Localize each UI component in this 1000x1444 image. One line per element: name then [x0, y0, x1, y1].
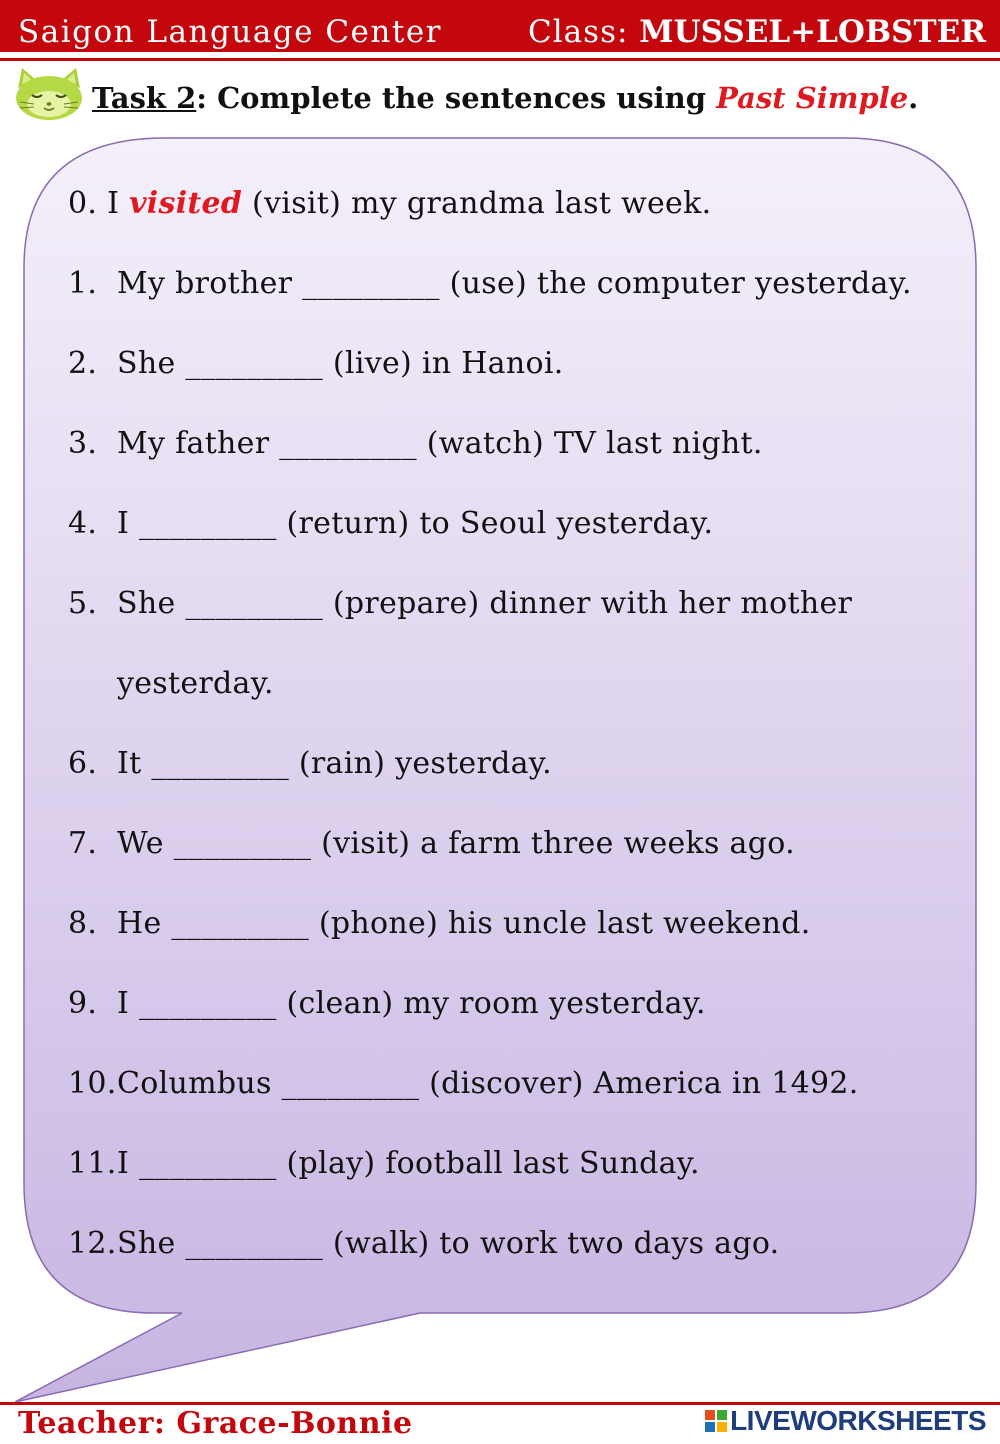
- example-answer: visited: [129, 186, 243, 221]
- teacher-name: Teacher: Grace-Bonnie: [18, 1406, 413, 1441]
- center-name: Saigon Language Center: [18, 14, 442, 50]
- sentence-end: (walk) to work two days ago.: [323, 1226, 780, 1261]
- exercise-number: 6.: [68, 746, 98, 781]
- exercise-item: [68, 826, 968, 906]
- exercise-number: 12.: [68, 1226, 117, 1261]
- sentence-start: I: [117, 1146, 139, 1181]
- exercise-number: 9.: [68, 986, 98, 1021]
- exercise-number: 11.: [68, 1146, 117, 1181]
- answer-blank[interactable]: _________: [151, 746, 290, 781]
- exercise-sentence: [117, 746, 552, 781]
- task-number: Task 2: [92, 81, 197, 115]
- sentence-end: (rain) yesterday.: [289, 746, 552, 781]
- answer-blank[interactable]: _________: [279, 426, 417, 461]
- liveworksheets-brand: LIVEWORKSHEETS: [730, 1405, 986, 1436]
- exercise-sentence: [117, 506, 713, 541]
- exercise-item: [68, 346, 968, 426]
- answer-blank[interactable]: _________: [185, 1226, 324, 1261]
- sentence-start: She: [117, 346, 186, 381]
- exercise-item: [68, 1146, 968, 1226]
- exercise-sentence: [117, 1226, 780, 1261]
- exercise-sentence: [117, 426, 763, 461]
- sentence-end: (phone) his uncle last weekend.: [309, 906, 811, 941]
- task-tense: Past Simple: [716, 81, 909, 115]
- sentence-start: Columbus: [117, 1066, 282, 1101]
- exercise-item: [68, 906, 968, 986]
- exercise-item: [68, 426, 968, 506]
- task-end: .: [908, 81, 919, 115]
- answer-blank[interactable]: _________: [281, 1066, 420, 1101]
- example-before: I: [107, 186, 130, 221]
- sentence-start: He: [117, 906, 172, 941]
- exercise-number: 5.: [68, 586, 98, 621]
- answer-blank[interactable]: _________: [185, 346, 324, 381]
- exercise-item: [68, 1226, 968, 1306]
- example-sentence: [68, 186, 711, 221]
- exercise-item: [68, 746, 968, 826]
- exercise-sentence: [117, 906, 811, 941]
- sentence-end: (play) football last Sunday.: [276, 1146, 700, 1181]
- class-label: Class:: [528, 14, 629, 50]
- answer-blank[interactable]: _________: [185, 586, 324, 621]
- example-row: [68, 186, 968, 266]
- sentence-start: My father: [117, 426, 280, 461]
- class-value: MUSSEL+LOBSTER: [639, 14, 986, 50]
- exercise-number: 2.: [68, 346, 98, 381]
- sentence-start: We: [117, 826, 174, 861]
- sentence-start: She: [117, 586, 186, 621]
- answer-blank[interactable]: _________: [173, 826, 312, 861]
- sentence-end: (return) to Seoul yesterday.: [276, 506, 714, 541]
- exercise-item: [68, 506, 968, 586]
- sentence-start: It: [117, 746, 152, 781]
- exercise-number: 10.: [68, 1066, 117, 1101]
- sentence-end: (live) in Hanoi.: [323, 346, 564, 381]
- sentence-start: My brother: [117, 266, 303, 301]
- exercise-number: 7.: [68, 826, 98, 861]
- exercise-sentence: [117, 826, 795, 861]
- answer-blank[interactable]: _________: [171, 906, 310, 941]
- sentence-end: (watch) TV last night.: [416, 426, 763, 461]
- answer-blank[interactable]: _________: [139, 1146, 277, 1181]
- exercise-continuation: [68, 666, 968, 746]
- sentence-end: (prepare) dinner with her mother: [323, 586, 853, 621]
- exercise-number: 4.: [68, 506, 98, 541]
- exercise-sentence: [117, 586, 852, 621]
- exercise-sentence: [117, 1146, 700, 1181]
- example-after: (visit) my grandma last week.: [242, 186, 712, 221]
- sentence-start: I: [117, 506, 139, 541]
- sentence-start: I: [117, 986, 139, 1021]
- exercise-sentence: [117, 346, 564, 381]
- sentence-end: (use) the computer yesterday.: [439, 266, 912, 301]
- exercise-item: [68, 1066, 968, 1146]
- exercise-number: 3.: [68, 426, 98, 461]
- exercise-list: [68, 186, 968, 1306]
- sentence-continuation: yesterday.: [117, 666, 274, 701]
- exercise-sentence: [117, 1066, 859, 1101]
- answer-blank[interactable]: _________: [302, 266, 440, 301]
- example-number: 0.: [68, 186, 98, 221]
- exercise-item: [68, 266, 968, 346]
- exercise-sentence: [117, 266, 912, 301]
- liveworksheets-logo[interactable]: [704, 1406, 986, 1436]
- exercise-item: [68, 586, 968, 666]
- sentence-end: (clean) my room yesterday.: [276, 986, 706, 1021]
- sentence-end: (visit) a farm three weeks ago.: [311, 826, 795, 861]
- task-instruction: : Complete the sentences using: [196, 81, 717, 115]
- sentence-end: (discover) America in 1492.: [419, 1066, 859, 1101]
- liveworksheets-logo-icon: [704, 1409, 728, 1433]
- exercise-sentence: [117, 986, 706, 1021]
- exercise-item: [68, 986, 968, 1066]
- exercise-number: 8.: [68, 906, 98, 941]
- exercise-number: 1.: [68, 266, 98, 301]
- sentence-start: She: [117, 1226, 186, 1261]
- answer-blank[interactable]: _________: [139, 506, 277, 541]
- answer-blank[interactable]: _________: [139, 986, 277, 1021]
